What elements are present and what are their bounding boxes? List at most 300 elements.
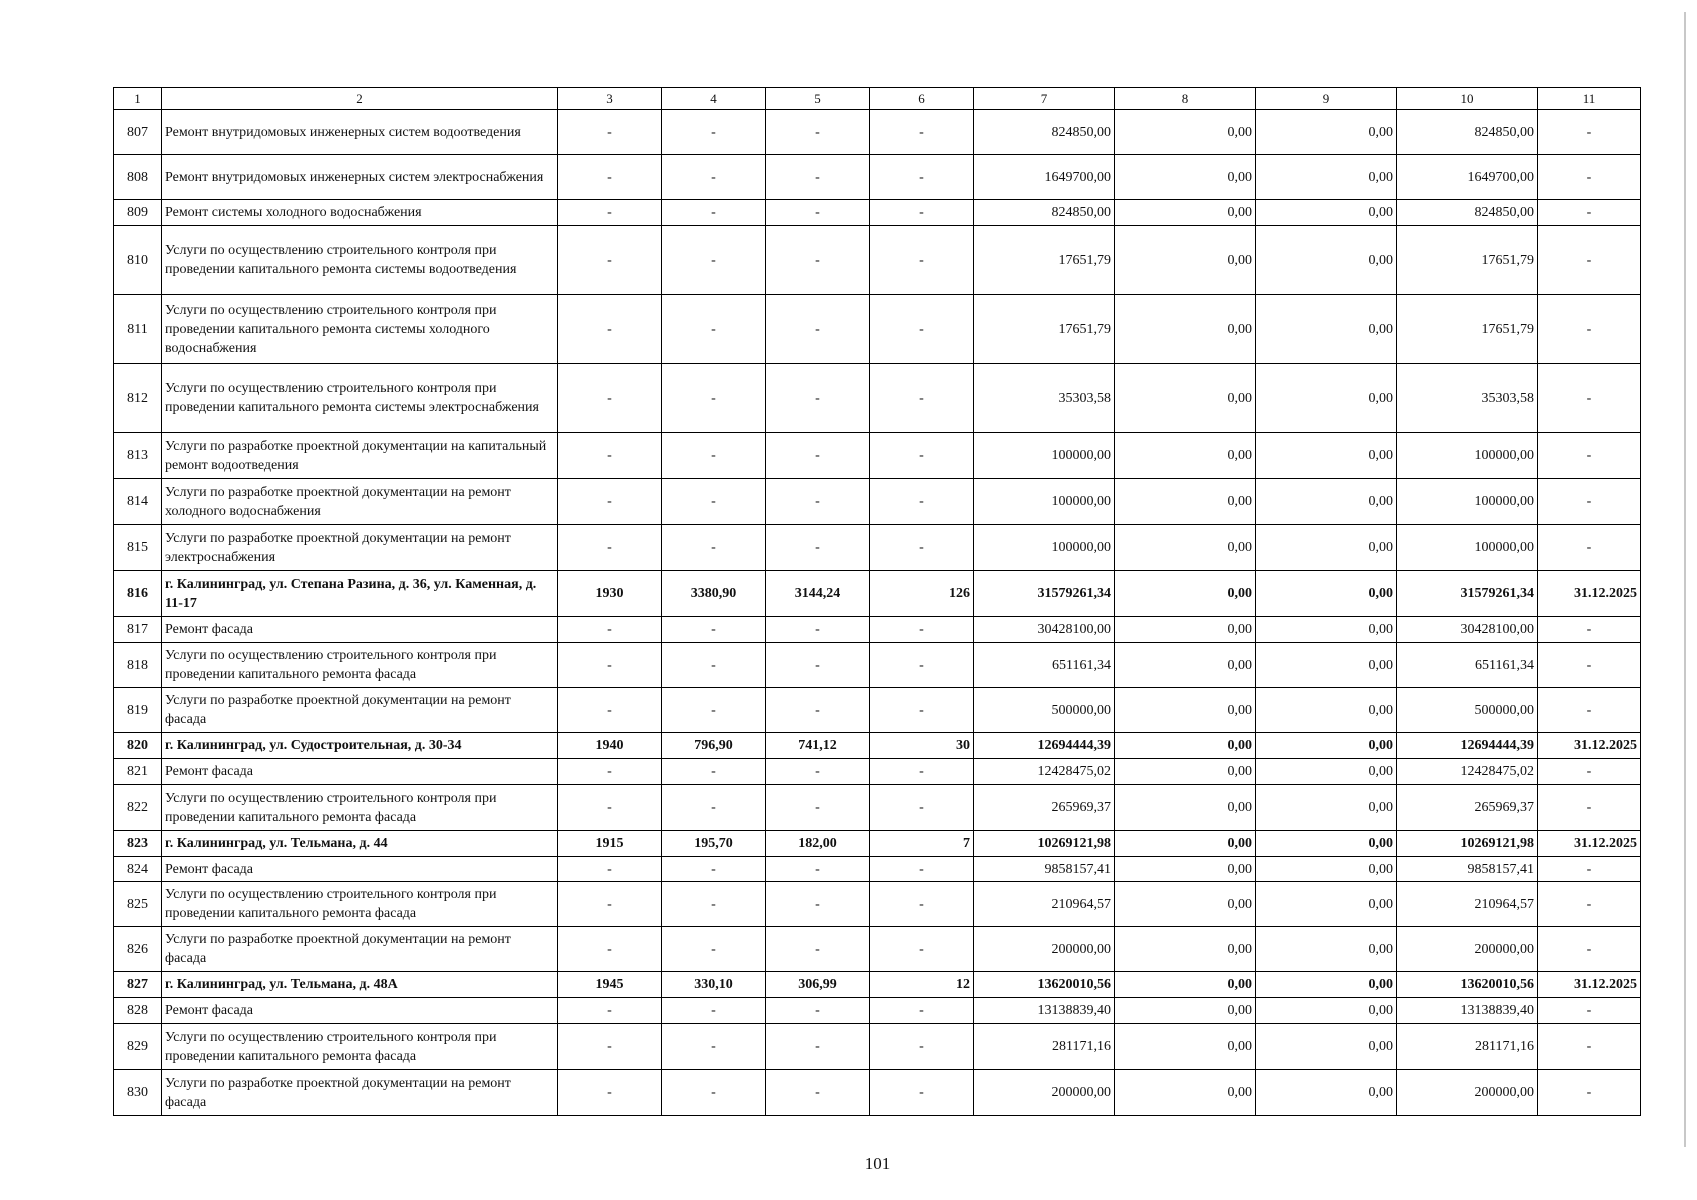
- table-row: [114, 759, 1641, 785]
- fund-cell-8: 0,00: [1115, 785, 1256, 831]
- fund-cell-9: 0,00: [1256, 525, 1397, 571]
- total-cost-cell: 30428100,00: [974, 617, 1115, 643]
- total-cost-cell: 13620010,56: [974, 972, 1115, 998]
- deadline-cell: -: [1538, 785, 1641, 831]
- register-table: [113, 87, 1641, 1116]
- table-row: [114, 226, 1641, 295]
- row-number: 812: [114, 364, 162, 433]
- total-cost-cell: 100000,00: [974, 479, 1115, 525]
- fund-cell-8: 0,00: [1115, 831, 1256, 857]
- year-cell: -: [558, 110, 662, 155]
- area-living-cell: -: [766, 226, 870, 295]
- total-cost-cell: 35303,58: [974, 364, 1115, 433]
- owners-funds-cell: 17651,79: [1397, 295, 1538, 364]
- deadline-cell: -: [1538, 927, 1641, 972]
- owners-funds-cell: 35303,58: [1397, 364, 1538, 433]
- year-cell: -: [558, 364, 662, 433]
- header-cell: 11: [1538, 88, 1641, 110]
- owners-funds-cell: 281171,16: [1397, 1024, 1538, 1070]
- work-name-cell: Услуги по разработке проектной документации на ремонт фасада: [162, 688, 558, 733]
- year-cell: -: [558, 525, 662, 571]
- row-number: 818: [114, 643, 162, 688]
- owners-funds-cell: 200000,00: [1397, 927, 1538, 972]
- header-cell: 9: [1256, 88, 1397, 110]
- fund-cell-8: 0,00: [1115, 733, 1256, 759]
- area-total-cell: -: [662, 110, 766, 155]
- year-cell: -: [558, 1070, 662, 1116]
- area-living-cell: 741,12: [766, 733, 870, 759]
- year-cell: -: [558, 688, 662, 733]
- area-living-cell: -: [766, 525, 870, 571]
- area-living-cell: -: [766, 759, 870, 785]
- table-row: [114, 200, 1641, 226]
- year-cell: -: [558, 155, 662, 200]
- total-cost-cell: 824850,00: [974, 110, 1115, 155]
- fund-cell-9: 0,00: [1256, 733, 1397, 759]
- header-cell: 1: [114, 88, 162, 110]
- deadline-cell: -: [1538, 433, 1641, 479]
- fund-cell-9: 0,00: [1256, 857, 1397, 882]
- fund-cell-9: 0,00: [1256, 571, 1397, 617]
- table-row: [114, 479, 1641, 525]
- fund-cell-8: 0,00: [1115, 364, 1256, 433]
- total-cost-cell: 500000,00: [974, 688, 1115, 733]
- fund-cell-8: 0,00: [1115, 226, 1256, 295]
- residents-cell: 30: [870, 733, 974, 759]
- row-number: 819: [114, 688, 162, 733]
- area-total-cell: -: [662, 927, 766, 972]
- fund-cell-8: 0,00: [1115, 1024, 1256, 1070]
- owners-funds-cell: 31579261,34: [1397, 571, 1538, 617]
- header-cell: 8: [1115, 88, 1256, 110]
- owners-funds-cell: 824850,00: [1397, 110, 1538, 155]
- owners-funds-cell: 210964,57: [1397, 882, 1538, 927]
- residents-cell: -: [870, 364, 974, 433]
- table-row: [114, 857, 1641, 882]
- work-name-cell: Ремонт фасада: [162, 998, 558, 1024]
- table-row: [114, 364, 1641, 433]
- deadline-cell: 31.12.2025: [1538, 733, 1641, 759]
- table-row: [114, 733, 1641, 759]
- area-total-cell: -: [662, 688, 766, 733]
- area-living-cell: -: [766, 1024, 870, 1070]
- fund-cell-9: 0,00: [1256, 785, 1397, 831]
- fund-cell-8: 0,00: [1115, 479, 1256, 525]
- area-living-cell: -: [766, 364, 870, 433]
- work-name-cell: Услуги по осуществлению строительного контроля при проведении капитального ремонта фасада: [162, 1024, 558, 1070]
- area-living-cell: -: [766, 617, 870, 643]
- area-living-cell: -: [766, 200, 870, 226]
- year-cell: -: [558, 479, 662, 525]
- year-cell: -: [558, 617, 662, 643]
- year-cell: -: [558, 759, 662, 785]
- total-cost-cell: 100000,00: [974, 525, 1115, 571]
- table-row: [114, 831, 1641, 857]
- owners-funds-cell: 100000,00: [1397, 525, 1538, 571]
- work-name-cell: Услуги по разработке проектной документации на ремонт холодного водоснабжения: [162, 479, 558, 525]
- scan-edge-line: [1684, 12, 1686, 1147]
- total-cost-cell: 12694444,39: [974, 733, 1115, 759]
- year-cell: 1930: [558, 571, 662, 617]
- row-number: 807: [114, 110, 162, 155]
- area-total-cell: -: [662, 617, 766, 643]
- work-name-cell: Услуги по осуществлению строительного контроля при проведении капитального ремонта системы электроснабжения: [162, 364, 558, 433]
- fund-cell-9: 0,00: [1256, 759, 1397, 785]
- owners-funds-cell: 1649700,00: [1397, 155, 1538, 200]
- year-cell: -: [558, 1024, 662, 1070]
- year-cell: -: [558, 295, 662, 364]
- total-cost-cell: 100000,00: [974, 433, 1115, 479]
- owners-funds-cell: 200000,00: [1397, 1070, 1538, 1116]
- table-row: [114, 882, 1641, 927]
- fund-cell-9: 0,00: [1256, 364, 1397, 433]
- fund-cell-8: 0,00: [1115, 882, 1256, 927]
- residents-cell: -: [870, 110, 974, 155]
- table-row: [114, 688, 1641, 733]
- residents-cell: -: [870, 759, 974, 785]
- deadline-cell: -: [1538, 226, 1641, 295]
- residents-cell: -: [870, 479, 974, 525]
- table-body: [114, 110, 1641, 1116]
- table-row: [114, 972, 1641, 998]
- area-total-cell: -: [662, 295, 766, 364]
- row-number: 830: [114, 1070, 162, 1116]
- fund-cell-8: 0,00: [1115, 927, 1256, 972]
- deadline-cell: -: [1538, 200, 1641, 226]
- deadline-cell: 31.12.2025: [1538, 831, 1641, 857]
- table-row: [114, 785, 1641, 831]
- fund-cell-9: 0,00: [1256, 643, 1397, 688]
- area-total-cell: 3380,90: [662, 571, 766, 617]
- row-number: 829: [114, 1024, 162, 1070]
- year-cell: 1940: [558, 733, 662, 759]
- table-row: [114, 295, 1641, 364]
- fund-cell-8: 0,00: [1115, 643, 1256, 688]
- row-number: 814: [114, 479, 162, 525]
- residents-cell: -: [870, 857, 974, 882]
- area-total-cell: -: [662, 479, 766, 525]
- fund-cell-8: 0,00: [1115, 972, 1256, 998]
- area-total-cell: -: [662, 226, 766, 295]
- table-row: [114, 155, 1641, 200]
- table-row: [114, 1070, 1641, 1116]
- fund-cell-9: 0,00: [1256, 110, 1397, 155]
- fund-cell-8: 0,00: [1115, 688, 1256, 733]
- work-name-cell: Услуги по осуществлению строительного контроля при проведении капитального ремонта фасада: [162, 882, 558, 927]
- work-name-cell: Услуги по разработке проектной документации на ремонт фасада: [162, 1070, 558, 1116]
- year-cell: -: [558, 643, 662, 688]
- area-total-cell: -: [662, 759, 766, 785]
- work-name-cell: Ремонт внутридомовых инженерных систем водоотведения: [162, 110, 558, 155]
- address-cell: г. Калининград, ул. Степана Разина, д. 36, ул. Каменная, д. 11-17: [162, 571, 558, 617]
- work-name-cell: Услуги по осуществлению строительного контроля при проведении капитального ремонта системы холодного водоснабжения: [162, 295, 558, 364]
- deadline-cell: 31.12.2025: [1538, 571, 1641, 617]
- deadline-cell: 31.12.2025: [1538, 972, 1641, 998]
- deadline-cell: -: [1538, 295, 1641, 364]
- area-living-cell: 306,99: [766, 972, 870, 998]
- area-total-cell: -: [662, 857, 766, 882]
- area-living-cell: -: [766, 927, 870, 972]
- table-row: [114, 998, 1641, 1024]
- residents-cell: -: [870, 643, 974, 688]
- total-cost-cell: 9858157,41: [974, 857, 1115, 882]
- area-living-cell: -: [766, 998, 870, 1024]
- fund-cell-9: 0,00: [1256, 295, 1397, 364]
- owners-funds-cell: 13138839,40: [1397, 998, 1538, 1024]
- area-living-cell: -: [766, 479, 870, 525]
- row-number: 824: [114, 857, 162, 882]
- year-cell: -: [558, 226, 662, 295]
- header-row: [114, 88, 1641, 110]
- work-name-cell: Ремонт фасада: [162, 759, 558, 785]
- area-total-cell: 330,10: [662, 972, 766, 998]
- owners-funds-cell: 824850,00: [1397, 200, 1538, 226]
- residents-cell: -: [870, 525, 974, 571]
- area-total-cell: -: [662, 155, 766, 200]
- deadline-cell: -: [1538, 857, 1641, 882]
- deadline-cell: -: [1538, 882, 1641, 927]
- total-cost-cell: 1649700,00: [974, 155, 1115, 200]
- area-living-cell: -: [766, 688, 870, 733]
- year-cell: -: [558, 927, 662, 972]
- header-cell: 5: [766, 88, 870, 110]
- fund-cell-9: 0,00: [1256, 688, 1397, 733]
- fund-cell-9: 0,00: [1256, 1024, 1397, 1070]
- residents-cell: -: [870, 785, 974, 831]
- area-total-cell: -: [662, 882, 766, 927]
- deadline-cell: -: [1538, 1024, 1641, 1070]
- row-number: 809: [114, 200, 162, 226]
- header-cell: 6: [870, 88, 974, 110]
- header-cell: 3: [558, 88, 662, 110]
- residents-cell: -: [870, 688, 974, 733]
- work-name-cell: Услуги по разработке проектной документации на ремонт фасада: [162, 927, 558, 972]
- fund-cell-8: 0,00: [1115, 200, 1256, 226]
- total-cost-cell: 17651,79: [974, 295, 1115, 364]
- row-number: 823: [114, 831, 162, 857]
- work-name-cell: Услуги по осуществлению строительного контроля при проведении капитального ремонта фасада: [162, 643, 558, 688]
- header-cell: 4: [662, 88, 766, 110]
- year-cell: -: [558, 998, 662, 1024]
- area-living-cell: -: [766, 295, 870, 364]
- area-total-cell: -: [662, 785, 766, 831]
- owners-funds-cell: 265969,37: [1397, 785, 1538, 831]
- table-row: [114, 433, 1641, 479]
- total-cost-cell: 824850,00: [974, 200, 1115, 226]
- total-cost-cell: 210964,57: [974, 882, 1115, 927]
- fund-cell-9: 0,00: [1256, 1070, 1397, 1116]
- residents-cell: -: [870, 927, 974, 972]
- fund-cell-9: 0,00: [1256, 882, 1397, 927]
- row-number: 825: [114, 882, 162, 927]
- row-number: 811: [114, 295, 162, 364]
- owners-funds-cell: 9858157,41: [1397, 857, 1538, 882]
- area-living-cell: -: [766, 110, 870, 155]
- total-cost-cell: 200000,00: [974, 1070, 1115, 1116]
- row-number: 816: [114, 571, 162, 617]
- deadline-cell: -: [1538, 643, 1641, 688]
- row-number: 813: [114, 433, 162, 479]
- fund-cell-8: 0,00: [1115, 433, 1256, 479]
- row-number: 808: [114, 155, 162, 200]
- year-cell: 1915: [558, 831, 662, 857]
- row-number: 810: [114, 226, 162, 295]
- address-cell: г. Калининград, ул. Судостроительная, д. 30-34: [162, 733, 558, 759]
- total-cost-cell: 10269121,98: [974, 831, 1115, 857]
- table-row: [114, 1024, 1641, 1070]
- area-living-cell: -: [766, 785, 870, 831]
- fund-cell-8: 0,00: [1115, 110, 1256, 155]
- total-cost-cell: 265969,37: [974, 785, 1115, 831]
- area-living-cell: -: [766, 433, 870, 479]
- total-cost-cell: 13138839,40: [974, 998, 1115, 1024]
- fund-cell-9: 0,00: [1256, 433, 1397, 479]
- fund-cell-9: 0,00: [1256, 972, 1397, 998]
- year-cell: -: [558, 433, 662, 479]
- fund-cell-9: 0,00: [1256, 226, 1397, 295]
- owners-funds-cell: 651161,34: [1397, 643, 1538, 688]
- fund-cell-8: 0,00: [1115, 155, 1256, 200]
- fund-cell-9: 0,00: [1256, 927, 1397, 972]
- owners-funds-cell: 12428475,02: [1397, 759, 1538, 785]
- deadline-cell: -: [1538, 110, 1641, 155]
- total-cost-cell: 281171,16: [974, 1024, 1115, 1070]
- owners-funds-cell: 30428100,00: [1397, 617, 1538, 643]
- address-cell: г. Калининград, ул. Тельмана, д. 48А: [162, 972, 558, 998]
- total-cost-cell: 200000,00: [974, 927, 1115, 972]
- row-number: 817: [114, 617, 162, 643]
- total-cost-cell: 31579261,34: [974, 571, 1115, 617]
- work-name-cell: Услуги по разработке проектной документации на капитальный ремонт водоотведения: [162, 433, 558, 479]
- residents-cell: -: [870, 295, 974, 364]
- residents-cell: -: [870, 433, 974, 479]
- header-cell: 2: [162, 88, 558, 110]
- fund-cell-9: 0,00: [1256, 155, 1397, 200]
- residents-cell: 7: [870, 831, 974, 857]
- fund-cell-9: 0,00: [1256, 617, 1397, 643]
- header-cell: 10: [1397, 88, 1538, 110]
- area-total-cell: -: [662, 1024, 766, 1070]
- residents-cell: -: [870, 200, 974, 226]
- residents-cell: -: [870, 998, 974, 1024]
- owners-funds-cell: 100000,00: [1397, 433, 1538, 479]
- year-cell: -: [558, 882, 662, 927]
- year-cell: -: [558, 785, 662, 831]
- residents-cell: -: [870, 882, 974, 927]
- owners-funds-cell: 100000,00: [1397, 479, 1538, 525]
- fund-cell-9: 0,00: [1256, 200, 1397, 226]
- row-number: 821: [114, 759, 162, 785]
- work-name-cell: Ремонт системы холодного водоснабжения: [162, 200, 558, 226]
- year-cell: -: [558, 200, 662, 226]
- area-total-cell: -: [662, 433, 766, 479]
- deadline-cell: -: [1538, 1070, 1641, 1116]
- owners-funds-cell: 500000,00: [1397, 688, 1538, 733]
- area-living-cell: 3144,24: [766, 571, 870, 617]
- fund-cell-8: 0,00: [1115, 617, 1256, 643]
- fund-cell-8: 0,00: [1115, 295, 1256, 364]
- fund-cell-9: 0,00: [1256, 831, 1397, 857]
- residents-cell: -: [870, 155, 974, 200]
- year-cell: -: [558, 857, 662, 882]
- table-row: [114, 617, 1641, 643]
- area-total-cell: -: [662, 1070, 766, 1116]
- area-total-cell: -: [662, 200, 766, 226]
- row-number: 815: [114, 525, 162, 571]
- deadline-cell: -: [1538, 617, 1641, 643]
- area-living-cell: -: [766, 155, 870, 200]
- deadline-cell: -: [1538, 364, 1641, 433]
- residents-cell: -: [870, 1024, 974, 1070]
- table-row: [114, 927, 1641, 972]
- table-row: [114, 571, 1641, 617]
- residents-cell: -: [870, 617, 974, 643]
- work-name-cell: Ремонт фасада: [162, 617, 558, 643]
- area-total-cell: -: [662, 525, 766, 571]
- area-living-cell: -: [766, 857, 870, 882]
- deadline-cell: -: [1538, 155, 1641, 200]
- fund-cell-8: 0,00: [1115, 759, 1256, 785]
- table-row: [114, 110, 1641, 155]
- fund-cell-8: 0,00: [1115, 571, 1256, 617]
- row-number: 827: [114, 972, 162, 998]
- area-living-cell: -: [766, 1070, 870, 1116]
- area-total-cell: -: [662, 643, 766, 688]
- deadline-cell: -: [1538, 998, 1641, 1024]
- deadline-cell: -: [1538, 688, 1641, 733]
- area-total-cell: 796,90: [662, 733, 766, 759]
- page-number: 101: [864, 1154, 891, 1173]
- owners-funds-cell: 17651,79: [1397, 226, 1538, 295]
- work-name-cell: Ремонт внутридомовых инженерных систем электроснабжения: [162, 155, 558, 200]
- deadline-cell: -: [1538, 479, 1641, 525]
- residents-cell: 126: [870, 571, 974, 617]
- work-name-cell: Ремонт фасада: [162, 857, 558, 882]
- year-cell: 1945: [558, 972, 662, 998]
- residents-cell: -: [870, 226, 974, 295]
- area-total-cell: -: [662, 364, 766, 433]
- area-total-cell: 195,70: [662, 831, 766, 857]
- residents-cell: 12: [870, 972, 974, 998]
- owners-funds-cell: 10269121,98: [1397, 831, 1538, 857]
- total-cost-cell: 651161,34: [974, 643, 1115, 688]
- fund-cell-8: 0,00: [1115, 525, 1256, 571]
- table-row: [114, 643, 1641, 688]
- owners-funds-cell: 12694444,39: [1397, 733, 1538, 759]
- row-number: 828: [114, 998, 162, 1024]
- owners-funds-cell: 13620010,56: [1397, 972, 1538, 998]
- fund-cell-8: 0,00: [1115, 857, 1256, 882]
- total-cost-cell: 12428475,02: [974, 759, 1115, 785]
- area-total-cell: -: [662, 998, 766, 1024]
- area-living-cell: -: [766, 882, 870, 927]
- area-living-cell: 182,00: [766, 831, 870, 857]
- fund-cell-9: 0,00: [1256, 479, 1397, 525]
- row-number: 826: [114, 927, 162, 972]
- work-name-cell: Услуги по разработке проектной документации на ремонт электроснабжения: [162, 525, 558, 571]
- row-number: 820: [114, 733, 162, 759]
- fund-cell-9: 0,00: [1256, 998, 1397, 1024]
- fund-cell-8: 0,00: [1115, 998, 1256, 1024]
- fund-cell-8: 0,00: [1115, 1070, 1256, 1116]
- total-cost-cell: 17651,79: [974, 226, 1115, 295]
- work-name-cell: Услуги по осуществлению строительного контроля при проведении капитального ремонта системы водоотведения: [162, 226, 558, 295]
- row-number: 822: [114, 785, 162, 831]
- residents-cell: -: [870, 1070, 974, 1116]
- header-cell: 7: [974, 88, 1115, 110]
- area-living-cell: -: [766, 643, 870, 688]
- address-cell: г. Калининград, ул. Тельмана, д. 44: [162, 831, 558, 857]
